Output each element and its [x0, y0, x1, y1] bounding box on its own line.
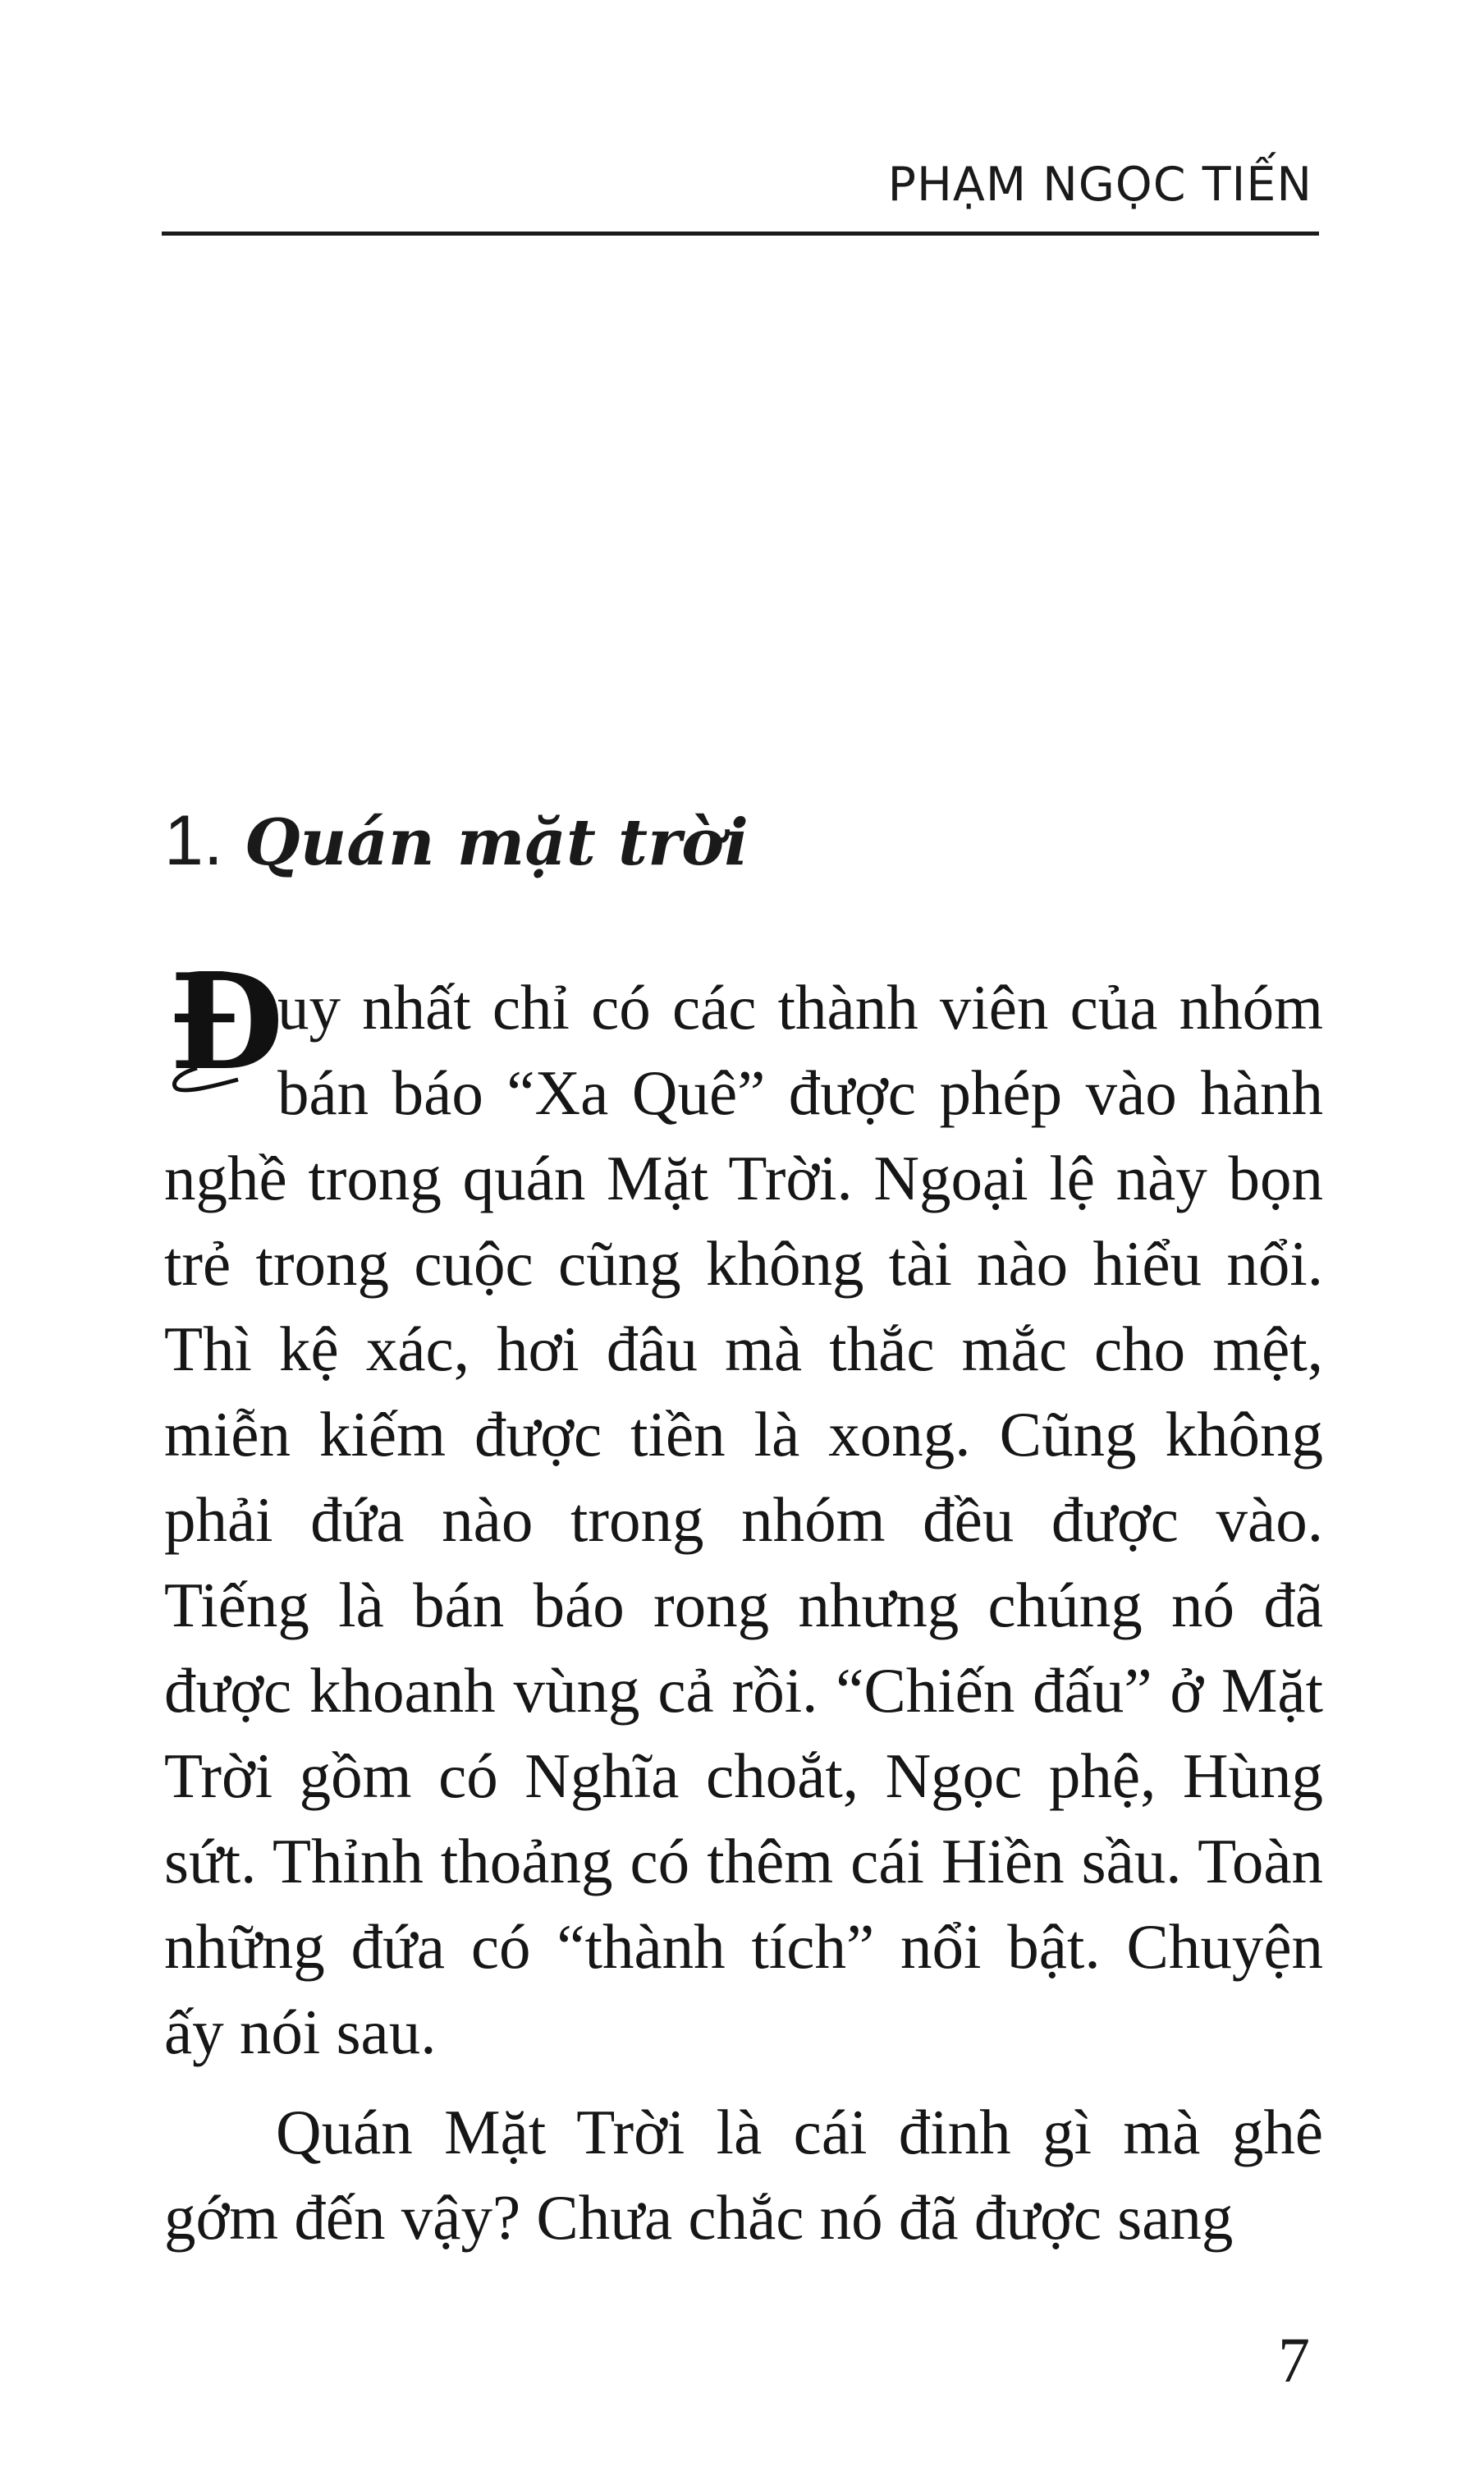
- paragraph-2: Quán Mặt Trời là cái đinh gì mà ghê gớm đến vậy? Chưa chắc nó đã được sang: [164, 2097, 1323, 2253]
- chapter-number: 1.: [164, 801, 223, 880]
- drop-cap: [164, 945, 284, 1099]
- running-header-author: PHẠM NGỌC TIẾN: [887, 158, 1312, 212]
- drop-cap-letter: Đ: [169, 945, 284, 1099]
- page-number: 7: [1278, 2324, 1310, 2396]
- body-text: [164, 945, 1323, 2260]
- header-rule: [162, 232, 1319, 236]
- paragraph-1: [164, 945, 1323, 2075]
- paragraph-1-text: uy nhất chỉ có các thành viên của nhóm bán báo “Xa Quê” được phép vào hành nghề trong quán Mặt Trời. Ngoại lệ này bọn trẻ trong cuộc cũng không tài nào hiểu nổi. Thì kệ xác, hơi đâu mà thắc mắc cho mệt, miễn kiếm được tiền là xong. Cũng không phải đứa nào trong nhóm đều được vào. Tiếng là bán báo rong nhưng chúng nó đã được khoanh vùng cả rồi. “Chiến đấu” ở Mặt Trời gồm có Nghĩa choắt, Ngọc phệ, Hùng sứt. Thỉnh thoảng có thêm cái Hiền sầu. Toàn những đứa có “thành tích” nổi bật. Chuyện ấy nói sau.: [164, 972, 1323, 2067]
- chapter-heading: [164, 800, 749, 882]
- chapter-title: Quán mặt trời: [244, 805, 749, 880]
